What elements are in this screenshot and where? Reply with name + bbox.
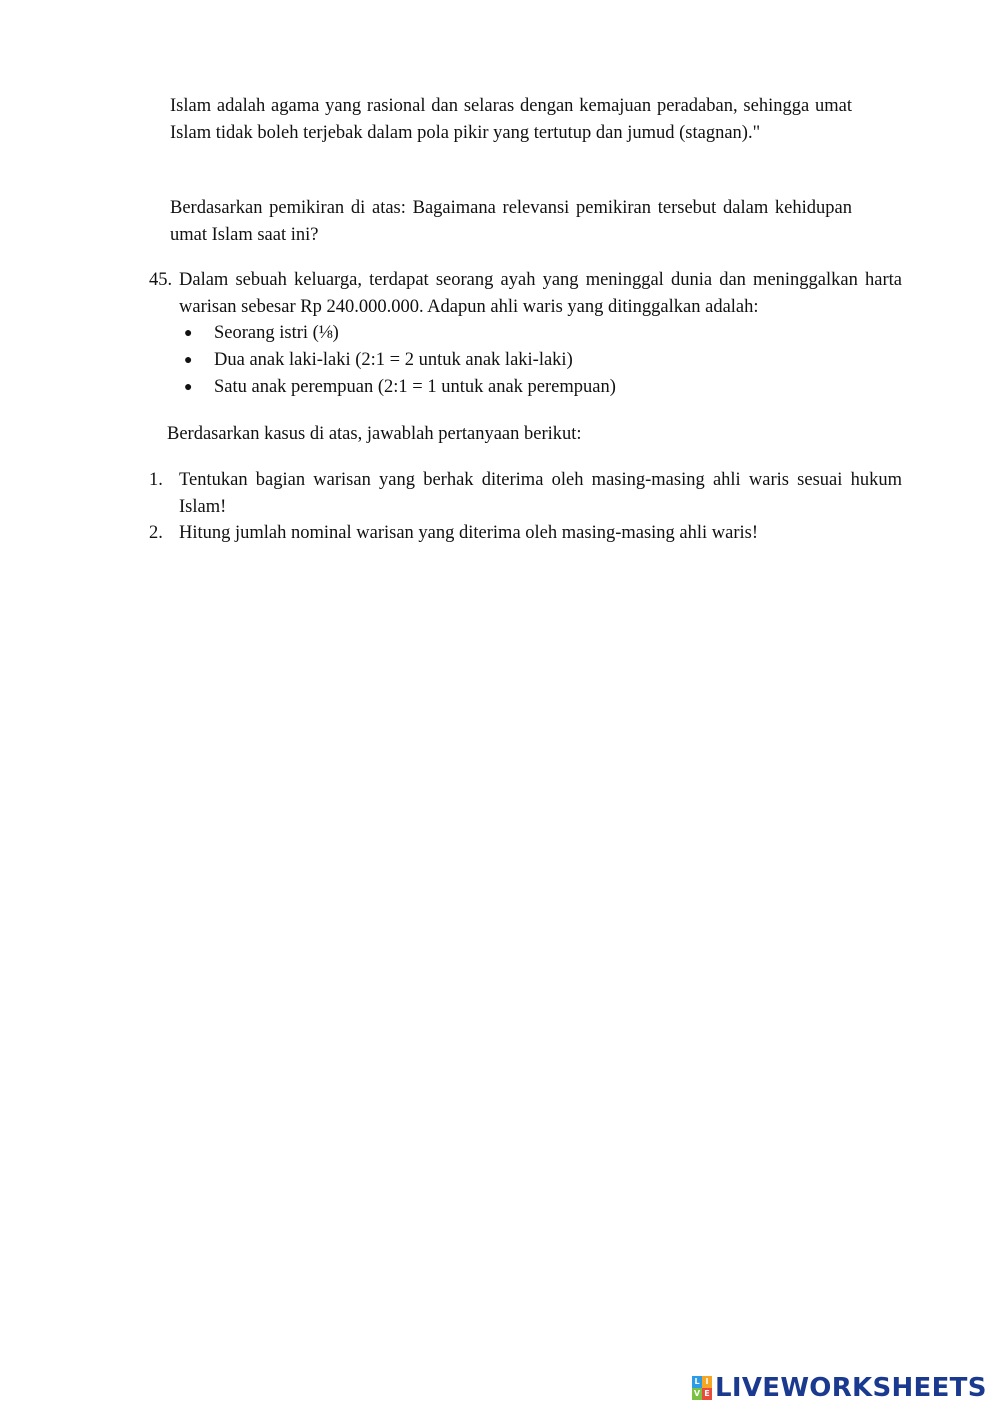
heir-text: Satu anak perempuan (2:1 = 1 untuk anak perempuan) (214, 377, 616, 397)
heirs-list (184, 320, 616, 401)
list-item (184, 347, 616, 374)
task-number: 2. (149, 523, 163, 543)
logo-badge-letter: L (692, 1376, 702, 1388)
question-paragraph: Berdasarkan pemikiran di atas: Bagaimana relevansi pemikiran tersebut dalam kehidupan umat Islam saat ini? (170, 198, 852, 245)
logo-badge-letter: E (702, 1388, 712, 1400)
quote-paragraph: Islam adalah agama yang rasional dan selaras dengan kemajuan peradaban, sehingga umat Islam tidak boleh terjebak dalam pola pikir yang tertutup dan jumud (stagnan)." (170, 96, 852, 143)
list-item (149, 467, 902, 520)
task-number: 1. (149, 470, 163, 490)
heir-text: Dua anak laki-laki (2:1 = 2 untuk anak laki-laki) (214, 350, 573, 370)
heir-text: Seorang istri (⅛) (214, 323, 339, 343)
logo-badge-letter: I (702, 1376, 712, 1388)
task-text: Hitung jumlah nominal warisan yang diterima oleh masing-masing ahli waris! (179, 523, 759, 543)
task-prompt: Berdasarkan kasus di atas, jawablah pertanyaan berikut: (167, 424, 582, 444)
bullet-icon: ● (184, 353, 193, 368)
task-text: Tentukan bagian warisan yang berhak diterima oleh masing-masing ahli waris sesuai hukum Islam! (179, 470, 902, 517)
question-45-number: 45. (149, 270, 173, 290)
bullet-icon: ● (184, 380, 193, 395)
bullet-icon: ● (184, 326, 193, 341)
liveworksheets-logo (692, 1371, 987, 1405)
question-45 (149, 267, 902, 320)
list-item (184, 374, 616, 401)
task-list (149, 467, 902, 547)
list-item (184, 320, 616, 347)
logo-badge-letter: V (693, 1389, 701, 1398)
logo-badge-icon (692, 1376, 712, 1400)
list-item (149, 520, 902, 547)
logo-text: LIVEWORKSHEETS (715, 1373, 987, 1403)
question-45-text: Dalam sebuah keluarga, terdapat seorang ayah yang meninggal dunia dan meninggalkan harta warisan sebesar Rp 240.000.000. Adapun ahli waris yang ditinggalkan adalah: (179, 270, 902, 317)
